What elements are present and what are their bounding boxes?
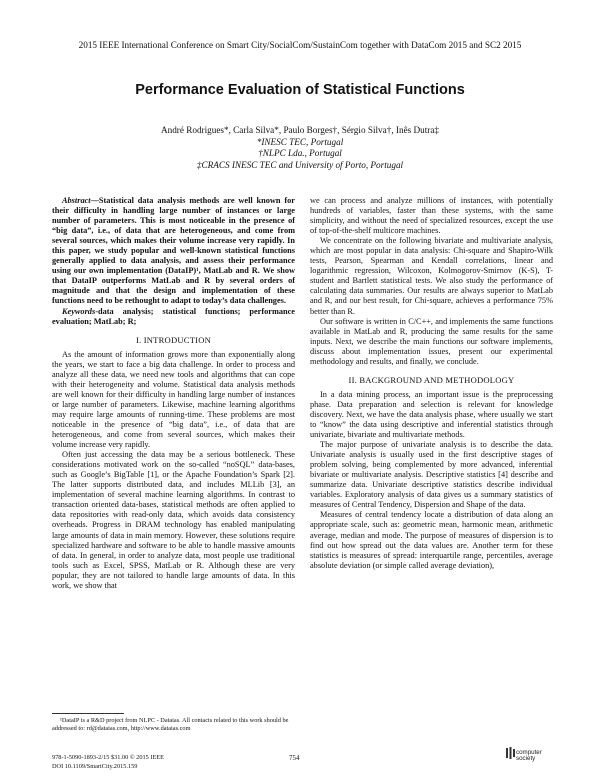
abstract-text: —Statistical data analysis methods are well known for their difficulty in handling large number of instances or large number of parameters. This is most noticeable in the presence of “big data”, i.e., of data that are heterogeneous, and come from several sources, which makes their volume increase very rapidly. In this paper, we study popular and well-known statistical functions generally applied to data analysis, and assess their performance using our own implementation (DataIP)¹, MatLab and R. We show that DataIP outperforms MatLab and R by several orders of magnitude and that the design and implementation of these functions need to be rethought to adapt to today’s data challenges. (52, 196, 295, 306)
footer-identifiers (52, 754, 164, 771)
abstract (52, 196, 295, 307)
isbn-line: 978-1-5090-1893-2/15 $31.00 © 2015 IEEE (52, 754, 164, 761)
affiliation-2: †NLPC Lda., Portugal (258, 148, 342, 159)
author-list: André Rodrigues*, Carla Silva*, Paulo Borges†, Sérgio Silva†, Inês Dutra‡ (160, 125, 440, 135)
background-paragraph-2: The major purpose of univariate analysis is to describe the data. Univariate analysis is usually used in the first descriptive stages of problem solving, being complemented by more advanced, inferential bivariate or multivariate analysis. Descriptive statistics [4] describe and summarize data. Univariate descriptive statistics describe individual variables. Exploratory analysis of data gives us a summary statistics of measures of Central Tendency, Dispersion and Shape of the data. (310, 440, 553, 510)
intro-paragraph-4: We concentrate on the following bivariate and multivariate analysis, which are most popular in data analysis: Chi-square and Shapiro-Wilk tests, Pearson, Spearman and Kendall correlations, linear and logarithmic regression, Wilcoxon, Kolmogorov-Smirnov (K-S), T-student and Bartlett statistical tests. We also study the performance of calculating data summaries. Our results are always superior to MatLab and R, and our best result, for Chi-square, achieves a performance 75% better than R. (310, 236, 553, 316)
affiliation-3: ‡CRACS INESC TEC and University of Porto, Portugal (196, 159, 404, 170)
intro-paragraph-3: we can process and analyze millions of instances, with potentially hundreds of variables, faster than these systems, with the same simplicity, and without the need of specialized resources, except the use of top-of-the-shelf multicore machines. (310, 196, 553, 236)
left-column (52, 196, 295, 591)
paper-title: Performance Evaluation of Statistical Functions (135, 82, 465, 98)
intro-paragraph-2: Often just accessing the data may be a serious bottleneck. These considerations motivated work on the so-called “noSQL” data-bases, such as Google’s BigTable [1], or the Apache Foundation’s Spark [2]. The latter supports distributed data, and includes MLLib [3], an implementation of several machine learning algorithms. In contrast to transaction oriented data-bases, statistical methods are often applied to data repositories with read-only data, which avoids data consistency overheads. Progress in DRAM technology has enabled manipulating large amounts of data in main memory. However, these solutions require specialized hardware and software to be able to handle massive amounts of data. In general, in order to analyze data, most people use traditional tools such as Excel, SPSS, MatLab or R. Although these are very popular, they are not tailored to handle large amounts of data. In this work, we show that (52, 450, 295, 590)
intro-paragraph-1: As the amount of information grows more than exponentially along the years, we start to face a big data challenge. In order to process and analyze all these data, we need new tools and algorithms that can cope with their heterogeneity and volume. Statistical data analysis methods are well known for their difficulty in handling large number of instances or large number of parameters. Likewise, machine learning algorithms may require large amounts of running-time. These problems are most noticeable in the presence of “big data”, i.e., of data that are heterogeneous, and come from several sources, which makes their volume increase very rapidly. (52, 349, 295, 450)
page-number: 754 (289, 754, 300, 762)
logo-line-1: computer (516, 749, 542, 756)
section-heading-introduction: I. INTRODUCTION (135, 334, 212, 345)
keywords-text: -data analysis; statistical functions; performance evaluation; MatLab; R; (52, 306, 295, 326)
affiliation-1: *INESC TEC, Portugal (256, 136, 344, 147)
background-paragraph-1: In a data mining process, an important issue is the preprocessing phase. Data preparation and selection is relevant for knowledge discovery. Next, we have the data analysis phase, where usually we start to “know” the data using descriptive and inferential statistics through univariate, bivariate and multivariate methods. (310, 389, 553, 440)
logo-line-2: society (516, 755, 536, 763)
computer-society-wordmark (516, 750, 542, 763)
keywords (52, 307, 295, 327)
conference-header: 2015 IEEE International Conference on Smart City/SocialCom/SustainCom together with DataCom 2015 and SC2 2015 (78, 40, 522, 50)
footnote: ¹DataIP is a R&D project from NLPC - Dataias. All contacts related to this work should be addressed to: rd@dataias.com, http://www.dataias.com (52, 717, 289, 732)
footnote-divider (52, 713, 124, 714)
right-column (310, 196, 553, 571)
abstract-lead: Abstract (62, 196, 91, 205)
author-block (0, 125, 600, 171)
keywords-lead: Keywords (62, 306, 96, 316)
intro-paragraph-5: Our software is written in C/C++, and implements the same functions available in MatLab and R, producing the same results for the same inputs. Next, we describe the main functions our software implements, discuss about implementation issues, present our experimental methodology and results, and finally, we conclude. (310, 316, 553, 366)
background-paragraph-3: Measures of central tendency locate a distribution of data along an appropriate scale, such as: geometric mean, harmonic mean, arithmetic average, median and mode. The purpose of measures of dispersion is to find out how spread out the data values are. Another term for these statistics is measures of spread: interquartile range, percentiles, average absolute deviation (or simple called average deviation), (310, 510, 553, 570)
section-heading-background: II. BACKGROUND AND METHODOLOGY (348, 374, 515, 385)
computer-society-logo (506, 747, 552, 769)
doi-line: DOI 10.1109/SmartCity.2015.159 (52, 762, 138, 770)
computer-society-mark-icon (506, 747, 515, 759)
